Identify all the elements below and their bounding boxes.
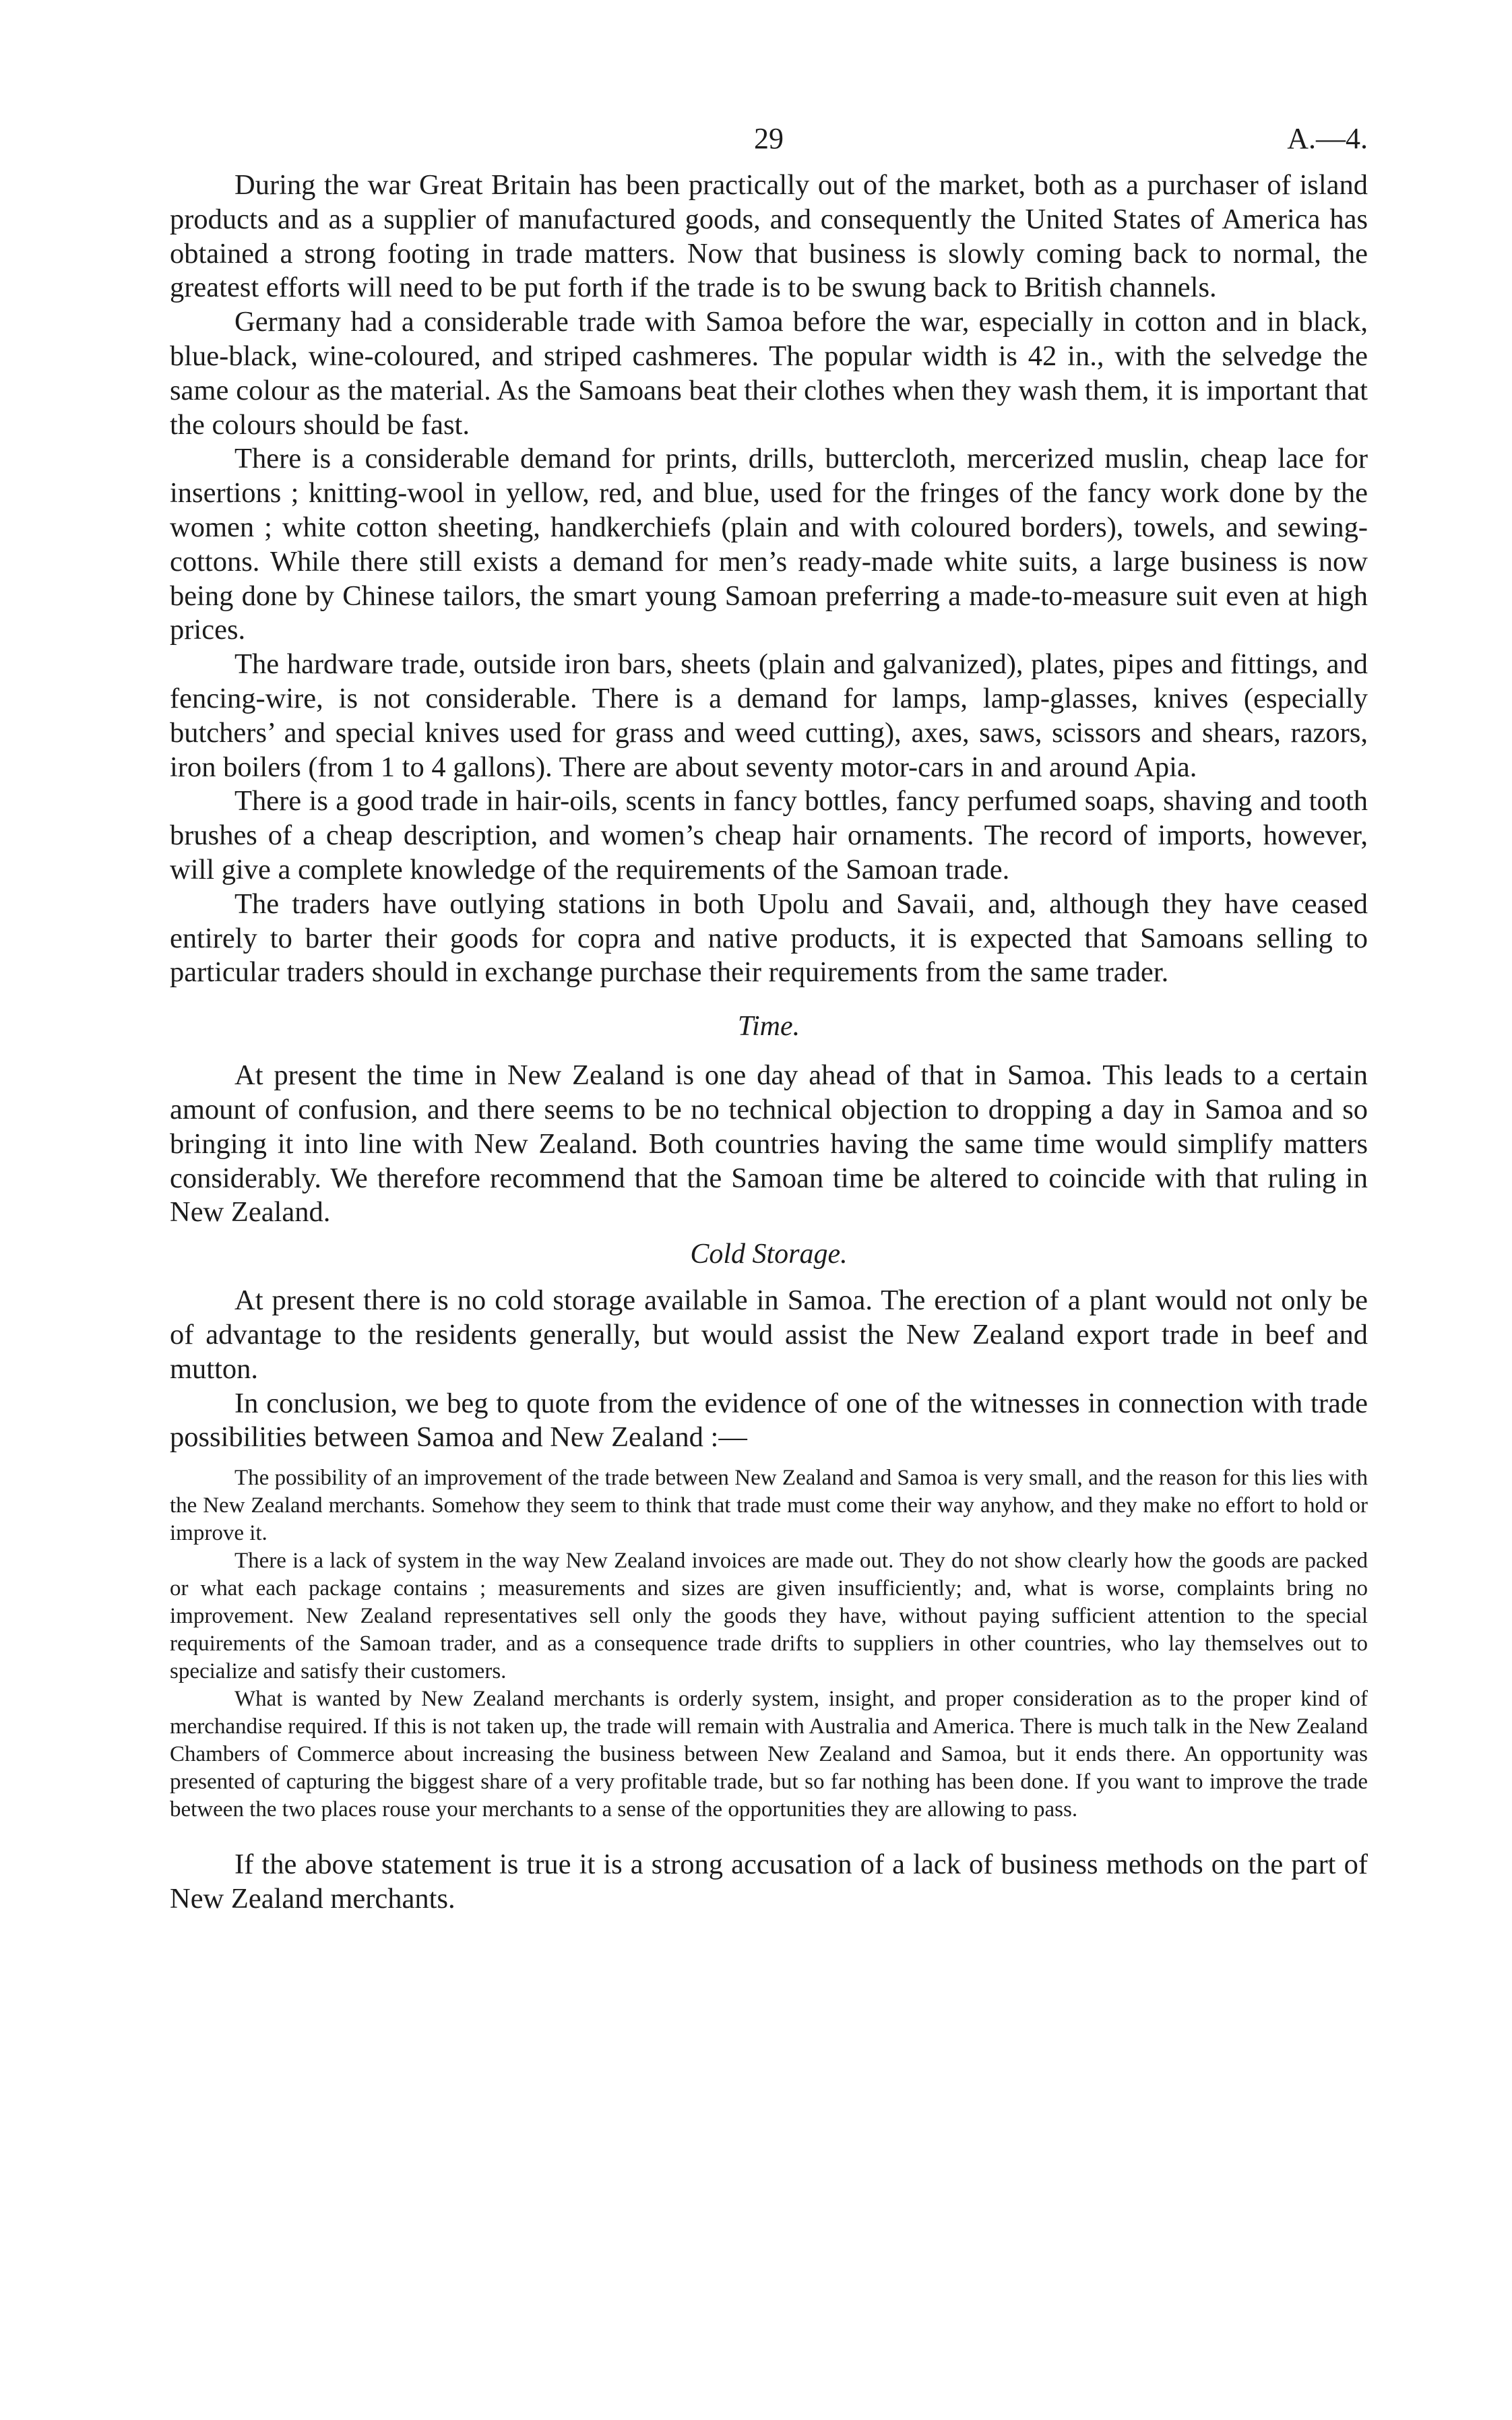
paragraph-traders-stations: The traders have outlying stations in both Upolu and Savaii, and, although they have ceased entirely to barter their goods for copra and native products, it is expected that Samoans selling to particular traders should in exchange purchase their requirements from the same trader. [170,888,1368,989]
document-page [170,121,1368,1917]
paragraph-toiletries-trade: There is a good trade in hair-oils, scents in fancy bottles, fancy perfumed soaps, shaving and tooth brushes of a cheap description, and women’s cheap hair ornaments. The record of imports, however, will give a complete knowledge of the requirements of the Samoan trade. [170,785,1368,886]
paragraph-hardware-trade: The hardware trade, outside iron bars, sheets (plain and galvanized), plates, pipes and fittings, and fencing-wire, is not considerable. There is a demand for lamps, lamp-glasses, knives (especially butchers’ and special knives used for grass and weed cutting), axes, saws, scissors and shears, razors, iron boilers (from 1 to 4 gallons). There are about seventy motor-cars in and around Apia. [170,648,1368,783]
page-number: 29 [754,122,784,155]
quote-paragraph: The possibility of an improvement of the trade between New Zealand and Samoa is very small, and the reason for this lies with the New Zealand merchants. Somehow they seem to think that trade must come their way anyhow, and they make no effort to hold or improve it. [170,1466,1368,1546]
running-header [170,121,1368,168]
paragraph-war-trade: During the war Great Britain has been practically out of the market, both as a purchaser of island products and as a supplier of manufactured goods, and consequently the United States of America has obtained a strong footing in trade matters. Now that business is slowly coming back to normal, the greatest efforts will need to be put forth if the trade is to be swung back to British channels. [170,169,1368,304]
paragraph-germany-trade: Germany had a considerable trade with Samoa before the war, especially in cotton and in black, blue-black, wine-coloured, and striped cashmeres. The popular width is 42 in., with the selvedge the same colour as the material. As the Samoans beat their clothes when they wash them, it is important that the colours should be fast. [170,306,1368,441]
section-heading-cold-storage: Cold Storage. [690,1239,848,1270]
section-heading-time: Time. [737,1011,800,1043]
paragraph-cold-storage: At present there is no cold storage available in Samoa. The erection of a plant would not only be of advantage to the residents generally, but would assist the New Zealand export trade in beef and mutton. [170,1284,1368,1385]
paragraph-conclusion-intro: In conclusion, we beg to quote from the evidence of one of the witnesses in connection with trade possibilities between Samoa and New Zealand :— [170,1387,1368,1454]
paragraph-time: At present the time in New Zealand is one day ahead of that in Samoa. This leads to a certain amount of confusion, and there seems to be no technical objection to dropping a day in Samoa and so bringing it into line with New Zealand. Both countries having the same time would simplify matters considerably. We therefore recommend that the Samoan time be altered to coincide with that ruling in New Zealand. [170,1059,1368,1229]
paragraph-demand-goods: There is a considerable demand for prints, drills, buttercloth, mercerized muslin, cheap lace for insertions ; knitting-wool in yellow, red, and blue, used for the fringes of the fancy work done by the women ; white cotton sheeting, handkerchiefs (plain and with coloured borders), towels, and sewing-cottons. While there still exists a demand for men’s ready-made white suits, a large business is now being done by Chinese tailors, the smart young Samoan preferring a made-to-measure suit even at high prices. [170,443,1368,646]
paragraph-closing: If the above statement is true it is a strong accusation of a lack of business methods on the part of New Zealand merchants. [170,1849,1368,1915]
quote-paragraph: There is a lack of system in the way New Zealand invoices are made out. They do not show clearly how the goods are packed or what each package contains ; measurements and sizes are given insufficiently; and, what is worse, complaints bring no improvement. New Zealand representatives sell only the goods they have, without paying sufficient attention to the special requirements of the Samoan trader, and as a consequence trade drifts to suppliers in other countries, who lay themselves out to specialize and satisfy their customers. [170,1549,1368,1684]
quote-paragraph: What is wanted by New Zealand merchants is orderly system, insight, and proper consideration as to the proper kind of merchandise required. If this is not taken up, the trade will remain with Australia and America. There is much talk in the New Zealand Chambers of Commerce about increasing the business between New Zealand and Samoa, but it ends there. An opportunity was presented of capturing the biggest share of a very profitable trade, but so far nothing has been done. If you want to improve the trade between the two places rouse your merchants to a sense of the opportunities they are allowing to pass. [170,1687,1368,1822]
paper-reference: A.—4. [1287,122,1368,155]
witness-quotation [170,1464,1368,1824]
